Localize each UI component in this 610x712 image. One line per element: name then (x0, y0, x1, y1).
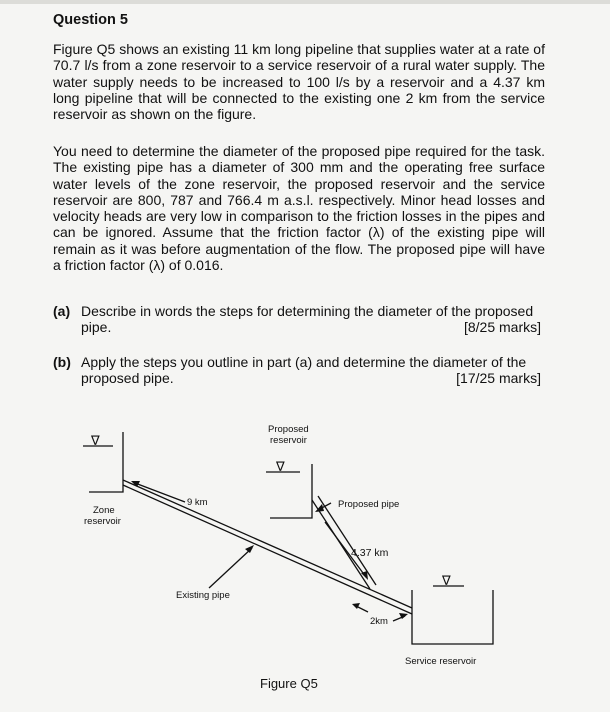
zone-reservoir-label-line1: Zone (93, 505, 115, 516)
arrow-existing-pipe (209, 548, 252, 588)
part-a-label: (a) (53, 303, 71, 319)
figure-caption: Figure Q5 (260, 676, 318, 691)
service-reservoir-tank (412, 590, 493, 644)
arrowhead-existing-pipe (245, 545, 254, 553)
zone-reservoir-label-line2: reservoir (84, 516, 121, 527)
service-water-level-icon: ∇ (442, 573, 451, 588)
question-title: Question 5 (53, 12, 128, 28)
existing-pipe-label: Existing pipe (176, 590, 230, 601)
proposed-reservoir-label-line2: reservoir (270, 435, 307, 446)
proposed-water-level-icon: ∇ (276, 459, 285, 474)
proposed-reservoir-label-line1: Proposed (268, 424, 309, 435)
service-reservoir-label: Service reservoir (405, 656, 477, 667)
part-b-text: Apply the steps you outline in part (a) and determine the diameter of the proposed pipe. (81, 354, 527, 387)
arrowhead-proposed-pipe (315, 504, 324, 512)
proposed-pipe-label: Proposed pipe (338, 499, 400, 510)
part-a-marks: [8/25 marks] (463, 319, 541, 336)
arrow-zone-9km (135, 483, 185, 502)
length-4-37km-label: 4.37 km (351, 547, 389, 559)
question-paragraph-2: You need to determine the diameter of the proposed pipe required for the task. The existing pipe has a diameter of 300 mm and the operating free surface water levels of the zone reservoir, the proposed reservoir and the service reservoir are 800, 787 and 766.4 m a.s.l. respectively. Minor head losses and velocity heads are very low in comparison to the friction losses in the pipes and can be ignored. Assume that the friction factor (λ) of the existing pipe will remain as it was before augmentation of the flow. The proposed pipe will have a friction factor (λ) of 0.016. (53, 143, 545, 274)
part-b-label: (b) (53, 354, 71, 370)
part-a-text: Describe in words the steps for determining the diameter of the proposed pipe. (81, 303, 534, 336)
part-b-marks: [17/25 marks] (456, 370, 541, 387)
length-9km-label: 9 km (187, 497, 208, 508)
zone-water-level-icon: ∇ (91, 433, 100, 448)
length-2km-label: 2km (370, 616, 388, 627)
question-paragraph-1: Figure Q5 shows an existing 11 km long pipeline that supplies water at a rate of 70.7 l/s from a zone reservoir to a service reservoir of a rural water supply. The water supply needs to be increased to 100 l/s by a reservoir and a 4.37 km long pipeline that will be connected to the existing one 2 km from the service reservoir as shown on the figure. (53, 41, 545, 123)
